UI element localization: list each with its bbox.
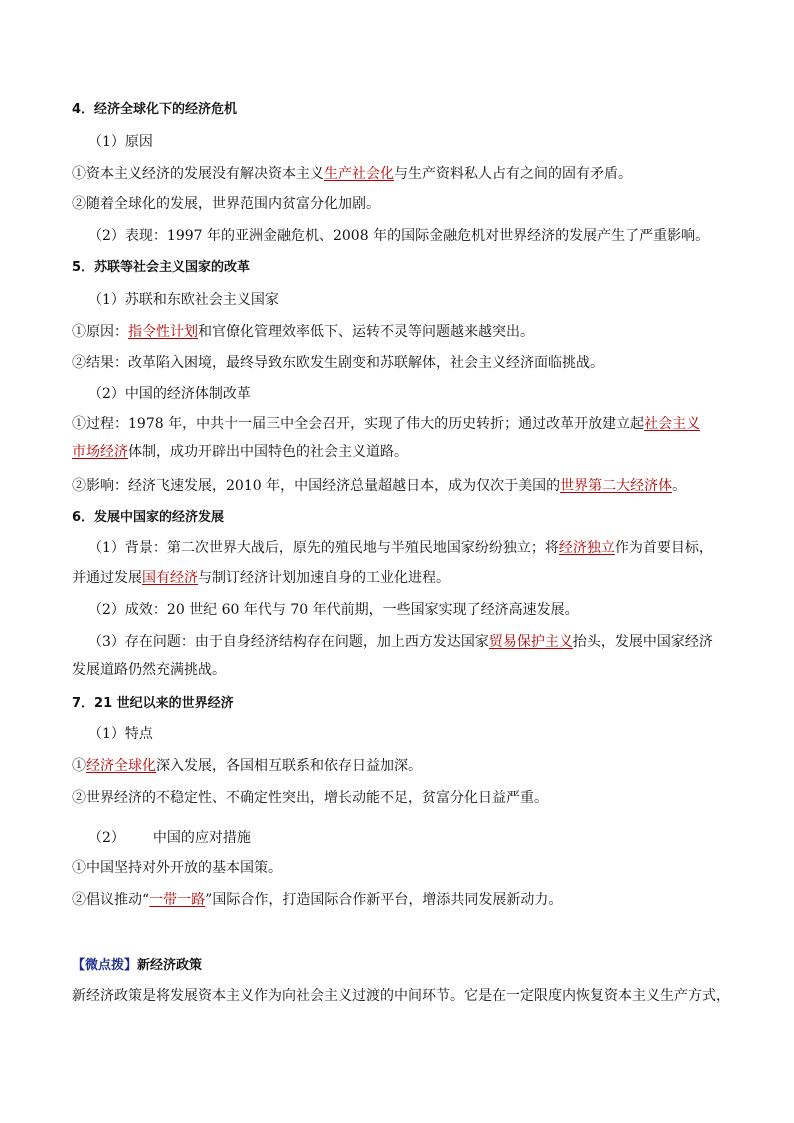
tip-title: 新经济政策 [137,958,203,973]
section-6-problem-line-2: 发展道路仍然充满挑战。 [72,662,226,678]
text-run: 作为首要目标， [614,540,713,556]
section-7-response-1: ①中国坚持对外开放的基本国策。 [72,860,282,876]
section-7-response-2 [72,890,732,910]
text-run: ① [72,758,86,774]
section-5-sub1-label: （1）苏联和东欧社会主义国家 [88,292,279,308]
text-run: ②影响：经济飞速发展，2010 年，中国经济总量超越日本，成为仅次于美国的 [72,478,561,494]
section-5-heading: 5．苏联等社会主义国家的改革 [72,260,251,275]
section-5-sub2-label: （2）中国的经济体制改革 [88,386,251,402]
text-run: ②倡议推动“ [72,892,150,908]
keyword-link[interactable]: 一带一路 [149,892,206,908]
section-4-heading: 4．经济全球化下的经济危机 [72,102,238,117]
section-5-process-line-2 [72,442,732,462]
section-4-cause-1 [72,164,732,184]
keyword-link[interactable]: 经济全球化 [86,758,156,774]
section-6-background-line-1 [88,538,748,558]
text-run: 和官僚化管理效率低下、运转不灵等问题越来越突出。 [198,324,534,340]
keyword-link[interactable]: 社会主义 [644,416,701,432]
keyword-link[interactable]: 世界第二大经济体 [560,478,673,494]
section-6-heading: 6．发展中国家的经济发展 [72,510,225,525]
text-run: 。 [672,478,687,494]
section-4-cause-2: ②随着全球化的发展，世界范围内贫富分化加剧。 [72,196,380,212]
text-run: 中国的应对措施 [152,830,251,846]
text-run: （2） [88,830,125,846]
tip-body: 新经济政策是将发展资本主义作为向社会主义过渡的中间环节。它是在一定限度内恢复资本主义生产方式， [72,988,730,1004]
text-run: ①原因： [72,324,128,340]
keyword-link[interactable]: 市场经济 [72,444,128,460]
section-7-feature-label: （1）特点 [88,726,153,742]
tip-heading [72,955,732,976]
section-5-result: ②结果：改革陷入困境，最终导致东欧发生剧变和苏联解体，社会主义经济面临挑战。 [72,355,604,371]
section-6-background-line-2 [72,568,732,588]
section-5-impact [72,476,732,496]
keyword-link[interactable]: 指令性计划 [128,324,198,340]
text-run: 并通过发展 [72,570,142,586]
text-run: 与制订经济计划加速自身的工业化进程。 [198,570,450,586]
text-run: ①资本主义经济的发展没有解决资本主义 [72,166,324,182]
section-6-achievement: （2）成效：20 世纪 60 年代与 70 年代前期，一些国家实现了经济高速发展。 [88,602,579,618]
section-7-response-label [88,828,748,848]
tip-bracket-label: 【微点拨】 [72,958,138,973]
section-4-cause-label: （1）原因 [88,134,153,150]
section-7-feature-2: ②世界经济的不稳定性、不确定性突出，增长动能不足，贫富分化日益严重。 [72,790,548,806]
section-7-heading: 7．21 世纪以来的世界经济 [72,696,234,711]
text-run: ”国际合作，打造国际合作新平台，增添共同发展新动力。 [205,892,563,908]
text-run: ①过程：1978 年，中共十一届三中全会召开，实现了伟大的历史转折；通过改革开放建立起 [72,416,645,432]
text-run: 深入发展，各国相互联系和依存日益加深。 [156,758,422,774]
section-4-manifestation: （2）表现：1997 年的亚洲金融危机、2008 年的国际金融危机对世界经济的发展产生了严重影响。 [88,228,710,244]
text-run: 与生产资料私人占有之间的固有矛盾。 [394,166,632,182]
section-5-process-line-1 [72,414,732,434]
keyword-link[interactable]: 生产社会化 [324,166,394,182]
keyword-link[interactable]: 经济独立 [558,540,615,556]
text-run: （3）存在问题：由于自身经济结构存在问题，加上西方发达国家 [88,634,489,650]
keyword-link[interactable]: 国有经济 [142,570,198,586]
text-run: 体制，成功开辟出中国特色的社会主义道路。 [128,444,408,460]
section-7-feature-1 [72,756,732,776]
keyword-link[interactable]: 贸易保护主义 [488,634,573,650]
text-run: （1）背景：第二次世界大战后，原先的殖民地与半殖民地国家纷纷独立；将 [88,540,559,556]
section-5-reason [72,322,732,342]
section-6-problem-line-1 [88,632,748,652]
text-run: 抬头，发展中国家经济 [572,634,713,650]
